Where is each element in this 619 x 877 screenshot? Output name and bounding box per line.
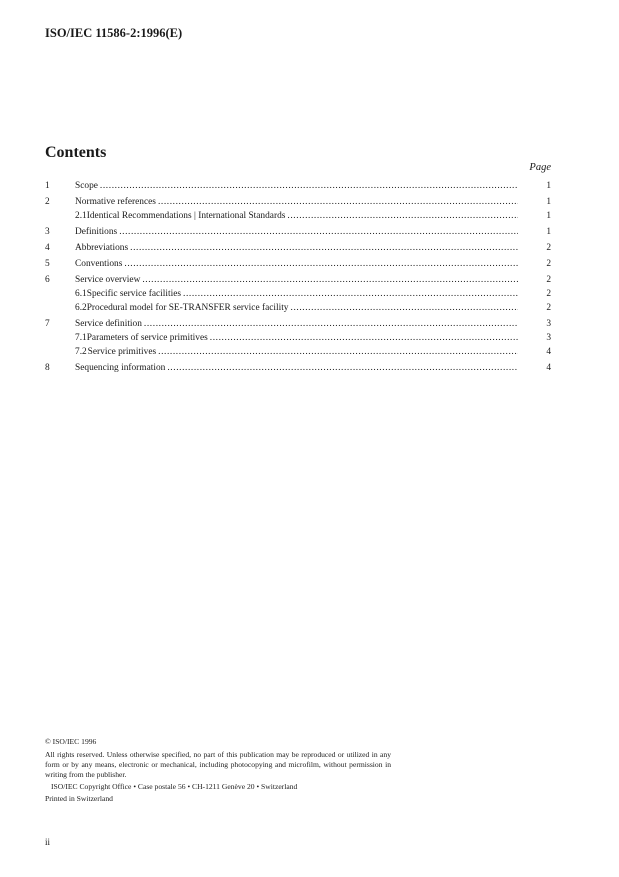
toc-entry-page: 1 (546, 227, 551, 237)
toc-entry-title: Definitions (75, 227, 118, 237)
leader-dots (122, 257, 518, 271)
copyright-block (45, 737, 391, 804)
toc-entry-page: 2 (546, 289, 551, 299)
toc-entry-title: Abbreviations (75, 243, 129, 253)
leader-dots (128, 241, 518, 255)
toc-entry-number: 7 (45, 319, 50, 329)
toc-subentry[interactable] (45, 287, 551, 301)
toc-entry[interactable] (45, 241, 551, 255)
toc-entry-number: 6 (45, 275, 50, 285)
toc-entry-page: 3 (546, 333, 551, 343)
toc-entry-number: 6.2 (75, 303, 87, 313)
page-folio: ii (45, 837, 51, 847)
toc-entry[interactable] (45, 257, 551, 271)
toc-entry-title: Normative references (75, 197, 156, 207)
contents-heading: Contents (45, 144, 107, 161)
toc-entry-number: 3 (45, 227, 50, 237)
toc-entry-page: 1 (546, 181, 551, 191)
toc-subentry[interactable] (45, 331, 551, 345)
toc-entry-number: 6.1 (75, 289, 87, 299)
toc-entry[interactable] (45, 273, 551, 287)
leader-dots (117, 225, 518, 239)
leader-dots (165, 361, 518, 375)
toc-entry-title: Scope (75, 181, 98, 191)
leader-dots (156, 195, 518, 209)
leader-dots (289, 301, 519, 315)
toc-entry-title: Service overview (75, 275, 141, 285)
toc-entry-title: Procedural model for SE-TRANSFER service facility (86, 303, 289, 313)
toc-entry-number: 2 (45, 197, 50, 207)
leader-dots (208, 331, 518, 345)
toc-entry-number: 2.1 (75, 211, 87, 221)
toc-entry-title: Parameters of service primitives (86, 333, 208, 343)
toc-entry-page: 3 (546, 319, 551, 329)
leader-dots (181, 287, 518, 301)
toc-entry-number: 7.1 (75, 333, 87, 343)
page-column-label: Page (529, 162, 551, 173)
toc-entry-page: 2 (546, 259, 551, 269)
toc-entry[interactable] (45, 317, 551, 331)
copyright-notice: © ISO/IEC 1996 (45, 737, 97, 746)
toc-entry-number: 5 (45, 259, 50, 269)
toc-entry-title: Service primitives (87, 347, 157, 357)
toc-entry[interactable] (45, 361, 551, 375)
rights-statement: All rights reserved. Unless otherwise specified, no part of this publication may be reproduced or utilized in any form or by any means, electronic or mechanical, including photocopying and microfilm, without permission in writing from the publisher. (45, 750, 391, 779)
toc-entry-title: Service definition (75, 319, 142, 329)
toc-entry[interactable] (45, 195, 551, 209)
table-of-contents (45, 179, 551, 375)
toc-entry-title: Identical Recommendations | International Standards (86, 211, 286, 221)
toc-subentry[interactable] (45, 301, 551, 315)
leader-dots (142, 317, 518, 331)
toc-entry-number: 8 (45, 363, 50, 373)
toc-entry-page: 2 (546, 303, 551, 313)
toc-entry-number: 7.2 (75, 347, 87, 357)
toc-entry-title: Conventions (75, 259, 123, 269)
toc-entry-page: 2 (546, 275, 551, 285)
toc-entry-number: 4 (45, 243, 50, 253)
toc-entry-page: 4 (546, 363, 551, 373)
copyright-office-address: ISO/IEC Copyright Office • Case postale 56 • CH-1211 Genève 20 • Switzerland (51, 782, 298, 791)
leader-dots (98, 179, 518, 193)
toc-entry[interactable] (45, 179, 551, 193)
leader-dots (140, 273, 518, 287)
toc-entry-number: 1 (45, 181, 50, 191)
leader-dots (156, 345, 518, 359)
toc-subentry[interactable] (45, 345, 551, 359)
toc-entry[interactable] (45, 225, 551, 239)
toc-entry-page: 1 (546, 197, 551, 207)
printed-in: Printed in Switzerland (45, 794, 113, 803)
toc-entry-page: 2 (546, 243, 551, 253)
toc-entry-title: Sequencing information (75, 363, 166, 373)
toc-entry-page: 4 (546, 347, 551, 357)
leader-dots (285, 209, 518, 223)
toc-entry-title: Specific service facilities (86, 289, 182, 299)
document-id-header: ISO/IEC 11586-2:1996(E) (45, 26, 183, 40)
toc-subentry[interactable] (45, 209, 551, 223)
toc-entry-page: 1 (546, 211, 551, 221)
